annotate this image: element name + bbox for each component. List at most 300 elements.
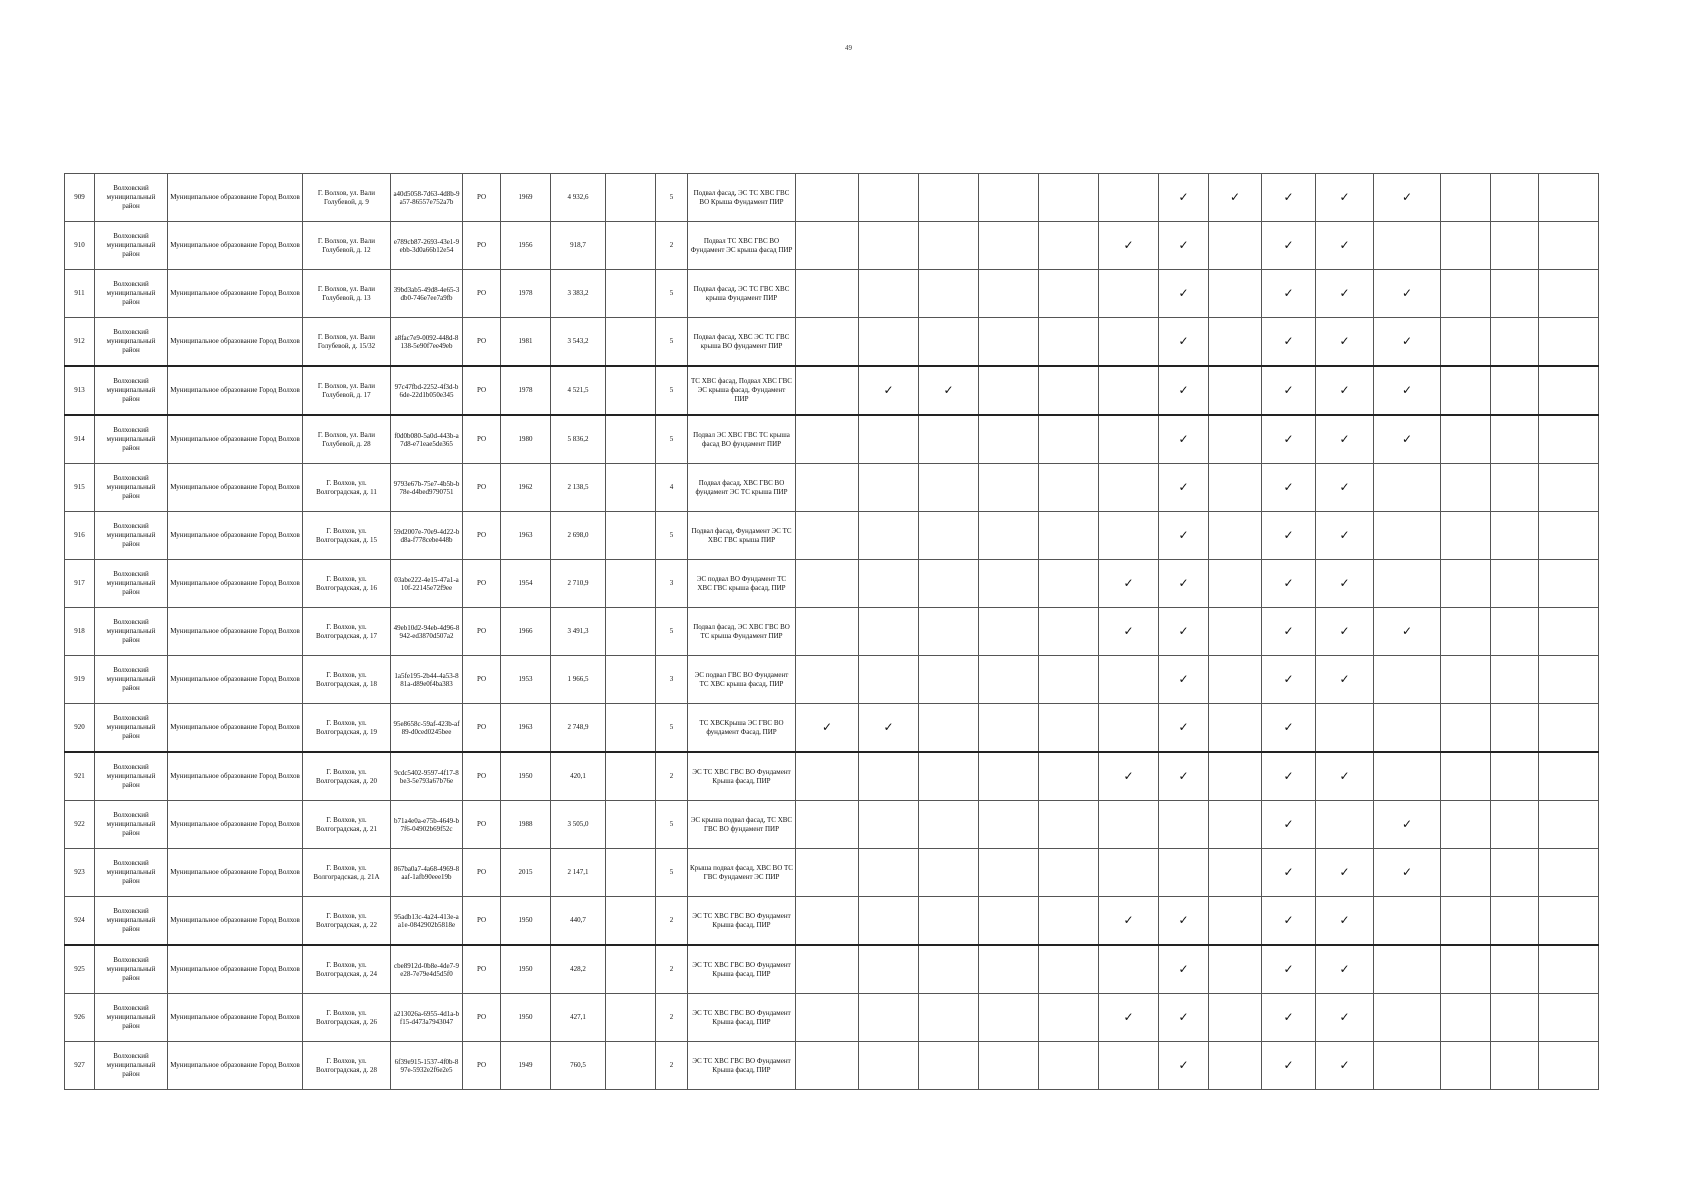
- work-mark-cell: [979, 897, 1039, 946]
- build-year-cell: 1954: [501, 560, 551, 608]
- work-mark-cell: [1491, 366, 1539, 415]
- work-mark-cell: [1491, 608, 1539, 656]
- work-mark-cell: ✓: [1374, 608, 1441, 656]
- work-mark-cell: ✓: [1262, 849, 1316, 897]
- work-mark-cell: [919, 994, 979, 1042]
- build-year-cell: 1966: [501, 608, 551, 656]
- work-mark-cell: [1039, 994, 1099, 1042]
- work-mark-cell: [1209, 945, 1262, 994]
- build-year-cell: 1950: [501, 752, 551, 801]
- empty-cell: [606, 994, 656, 1042]
- work-mark-cell: ✓: [1316, 1042, 1374, 1090]
- row-number-cell: 917: [65, 560, 95, 608]
- work-mark-cell: [796, 945, 859, 994]
- fund-type-cell: РО: [463, 1042, 501, 1090]
- work-mark-cell: [859, 222, 919, 270]
- work-mark-cell: [1374, 897, 1441, 946]
- work-mark-cell: [1441, 464, 1491, 512]
- work-mark-cell: [1491, 270, 1539, 318]
- work-mark-cell: ✓: [1159, 270, 1209, 318]
- work-mark-cell: [919, 222, 979, 270]
- work-mark-cell: ✓: [1316, 752, 1374, 801]
- work-mark-cell: [1441, 994, 1491, 1042]
- work-mark-cell: [1039, 415, 1099, 464]
- works-list-cell: Подвал ЭС ХВС ГВС ТС крыша фасад ВО фундамент ПИР: [688, 415, 796, 464]
- district-cell: Волховский муниципальный район: [95, 318, 168, 367]
- work-mark-cell: [1374, 994, 1441, 1042]
- empty-cell: [606, 222, 656, 270]
- work-mark-cell: [1441, 222, 1491, 270]
- work-mark-cell: ✓: [1159, 656, 1209, 704]
- table-row: [65, 174, 1599, 222]
- table-row: [65, 560, 1599, 608]
- work-mark-cell: [796, 656, 859, 704]
- work-mark-cell: [1539, 464, 1599, 512]
- work-mark-cell: ✓: [1262, 1042, 1316, 1090]
- work-mark-cell: ✓: [1316, 560, 1374, 608]
- area-cell: 2 748,9: [551, 704, 606, 753]
- building-id-cell: 6f39e915-1537-4f0b-897e-5932e2f6e2e5: [391, 1042, 463, 1090]
- empty-cell: [606, 897, 656, 946]
- work-mark-cell: [919, 945, 979, 994]
- work-mark-cell: [919, 415, 979, 464]
- works-list-cell: ЭС ТС ХВС ГВС ВО Фундамент Крыша фасад, ПИР: [688, 945, 796, 994]
- works-list-cell: ЭС крыша подвал фасад, ТС ХВС ГВС ВО фундамент ПИР: [688, 801, 796, 849]
- municipality-cell: Муниципальное образование Город Волхов: [168, 897, 303, 946]
- work-mark-cell: [1374, 1042, 1441, 1090]
- work-mark-cell: [919, 512, 979, 560]
- work-mark-cell: [796, 512, 859, 560]
- area-cell: 5 836,2: [551, 415, 606, 464]
- work-mark-cell: [979, 415, 1039, 464]
- work-mark-cell: [1441, 318, 1491, 367]
- floors-cell: 5: [656, 608, 688, 656]
- address-cell: Г. Волхов, ул. Волгоградская, д. 20: [303, 752, 391, 801]
- fund-type-cell: РО: [463, 174, 501, 222]
- work-mark-cell: ✓: [1159, 704, 1209, 753]
- fund-type-cell: РО: [463, 366, 501, 415]
- work-mark-cell: [1039, 752, 1099, 801]
- table-row: [65, 849, 1599, 897]
- work-mark-cell: [796, 897, 859, 946]
- area-cell: 4 521,5: [551, 366, 606, 415]
- fund-type-cell: РО: [463, 897, 501, 946]
- district-cell: Волховский муниципальный район: [95, 512, 168, 560]
- work-mark-cell: [1099, 174, 1159, 222]
- floors-cell: 2: [656, 752, 688, 801]
- district-cell: Волховский муниципальный район: [95, 849, 168, 897]
- build-year-cell: 1978: [501, 270, 551, 318]
- area-cell: 760,5: [551, 1042, 606, 1090]
- building-id-cell: a40d5058-7d63-4d8b-9a57-86557e752a7b: [391, 174, 463, 222]
- address-cell: Г. Волхов, ул. Волгоградская, д. 21А: [303, 849, 391, 897]
- work-mark-cell: ✓: [1099, 560, 1159, 608]
- work-mark-cell: [859, 464, 919, 512]
- table-row: [65, 222, 1599, 270]
- work-mark-cell: [1209, 752, 1262, 801]
- work-mark-cell: [919, 464, 979, 512]
- floors-cell: 3: [656, 656, 688, 704]
- district-cell: Волховский муниципальный район: [95, 174, 168, 222]
- table-row: [65, 752, 1599, 801]
- work-mark-cell: [1491, 945, 1539, 994]
- work-mark-cell: ✓: [1316, 270, 1374, 318]
- build-year-cell: 1980: [501, 415, 551, 464]
- build-year-cell: 1949: [501, 1042, 551, 1090]
- district-cell: Волховский муниципальный район: [95, 464, 168, 512]
- work-mark-cell: ✓: [1262, 464, 1316, 512]
- work-mark-cell: [1374, 945, 1441, 994]
- work-mark-cell: [1209, 801, 1262, 849]
- empty-cell: [606, 945, 656, 994]
- work-mark-cell: [1099, 849, 1159, 897]
- address-cell: Г. Волхов, ул. Вали Голубевой, д. 9: [303, 174, 391, 222]
- fund-type-cell: РО: [463, 656, 501, 704]
- works-list-cell: ЭС ТС ХВС ГВС ВО Фундамент Крыша фасад, ПИР: [688, 897, 796, 946]
- work-mark-cell: [919, 656, 979, 704]
- fund-type-cell: РО: [463, 560, 501, 608]
- address-cell: Г. Волхов, ул. Вали Голубевой, д. 28: [303, 415, 391, 464]
- work-mark-cell: [1491, 897, 1539, 946]
- works-list-cell: Подвал фасад, ЭС ТС ГВС ХВС крыша Фундамент ПИР: [688, 270, 796, 318]
- fund-type-cell: РО: [463, 704, 501, 753]
- work-mark-cell: [1099, 366, 1159, 415]
- table-row: [65, 608, 1599, 656]
- empty-cell: [606, 608, 656, 656]
- floors-cell: 5: [656, 512, 688, 560]
- work-mark-cell: [1209, 270, 1262, 318]
- municipality-cell: Муниципальное образование Город Волхов: [168, 849, 303, 897]
- work-mark-cell: [1099, 1042, 1159, 1090]
- work-mark-cell: [859, 945, 919, 994]
- building-id-cell: 95adb13c-4a24-413e-aa1e-0842902b5818e: [391, 897, 463, 946]
- work-mark-cell: [1039, 560, 1099, 608]
- building-id-cell: 95e8658c-59af-423b-af89-d0ced0245bee: [391, 704, 463, 753]
- work-mark-cell: [1491, 415, 1539, 464]
- work-mark-cell: ✓: [1262, 560, 1316, 608]
- work-mark-cell: [1374, 512, 1441, 560]
- work-mark-cell: [1441, 656, 1491, 704]
- work-mark-cell: [1491, 801, 1539, 849]
- work-mark-cell: [979, 270, 1039, 318]
- work-mark-cell: ✓: [1099, 222, 1159, 270]
- work-mark-cell: ✓: [1262, 270, 1316, 318]
- municipality-cell: Муниципальное образование Город Волхов: [168, 366, 303, 415]
- municipality-cell: Муниципальное образование Город Волхов: [168, 222, 303, 270]
- work-mark-cell: [1491, 464, 1539, 512]
- build-year-cell: 1950: [501, 994, 551, 1042]
- work-mark-cell: [1539, 318, 1599, 367]
- table-row: [65, 897, 1599, 946]
- building-id-cell: cbe8912d-0b8e-4de7-9e28-7e79e4d5d5f0: [391, 945, 463, 994]
- building-id-cell: 1a5fe195-2b44-4a53-881a-d89e0f4ba383: [391, 656, 463, 704]
- work-mark-cell: [796, 560, 859, 608]
- municipality-cell: Муниципальное образование Город Волхов: [168, 512, 303, 560]
- work-mark-cell: [1441, 270, 1491, 318]
- floors-cell: 5: [656, 415, 688, 464]
- works-list-cell: Подвал фасад, ЭС ХВС ГВС ВО ТС крыша Фундамент ПИР: [688, 608, 796, 656]
- work-mark-cell: [1441, 897, 1491, 946]
- build-year-cell: 1988: [501, 801, 551, 849]
- work-mark-cell: [1039, 270, 1099, 318]
- work-mark-cell: [796, 270, 859, 318]
- work-mark-cell: ✓: [1159, 945, 1209, 994]
- address-cell: Г. Волхов, ул. Волгоградская, д. 22: [303, 897, 391, 946]
- building-id-cell: 867ba0a7-4a68-4969-8aaf-1afb90eee19b: [391, 849, 463, 897]
- district-cell: Волховский муниципальный район: [95, 704, 168, 753]
- work-mark-cell: [1539, 560, 1599, 608]
- work-mark-cell: [919, 849, 979, 897]
- row-number-cell: 916: [65, 512, 95, 560]
- work-mark-cell: [1039, 222, 1099, 270]
- work-mark-cell: [1159, 801, 1209, 849]
- area-cell: 428,2: [551, 945, 606, 994]
- page-number: 49: [845, 44, 852, 52]
- table-row: [65, 415, 1599, 464]
- row-number-cell: 926: [65, 994, 95, 1042]
- work-mark-cell: [979, 366, 1039, 415]
- work-mark-cell: ✓: [1316, 318, 1374, 367]
- district-cell: Волховский муниципальный район: [95, 560, 168, 608]
- address-cell: Г. Волхов, ул. Вали Голубевой, д. 12: [303, 222, 391, 270]
- work-mark-cell: ✓: [1262, 704, 1316, 753]
- work-mark-cell: ✓: [1374, 801, 1441, 849]
- area-cell: 2 147,1: [551, 849, 606, 897]
- work-mark-cell: [1491, 1042, 1539, 1090]
- work-mark-cell: [1316, 704, 1374, 753]
- work-mark-cell: ✓: [1159, 415, 1209, 464]
- build-year-cell: 1950: [501, 897, 551, 946]
- work-mark-cell: [1099, 656, 1159, 704]
- floors-cell: 5: [656, 174, 688, 222]
- area-cell: 3 505,0: [551, 801, 606, 849]
- table-row: [65, 704, 1599, 753]
- work-mark-cell: [796, 994, 859, 1042]
- work-mark-cell: [1491, 512, 1539, 560]
- work-mark-cell: [1374, 704, 1441, 753]
- table-row: [65, 270, 1599, 318]
- work-mark-cell: [1441, 560, 1491, 608]
- municipality-cell: Муниципальное образование Город Волхов: [168, 464, 303, 512]
- build-year-cell: 1969: [501, 174, 551, 222]
- municipality-cell: Муниципальное образование Город Волхов: [168, 415, 303, 464]
- work-mark-cell: [1441, 174, 1491, 222]
- work-mark-cell: ✓: [1316, 656, 1374, 704]
- work-mark-cell: [1099, 704, 1159, 753]
- work-mark-cell: [859, 174, 919, 222]
- work-mark-cell: ✓: [1316, 945, 1374, 994]
- work-mark-cell: ✓: [1099, 752, 1159, 801]
- works-list-cell: Крыша подвал фасад, ХВС ВО ТС ГВС Фундамент ЭС ПИР: [688, 849, 796, 897]
- row-number-cell: 915: [65, 464, 95, 512]
- work-mark-cell: [796, 366, 859, 415]
- district-cell: Волховский муниципальный район: [95, 897, 168, 946]
- floors-cell: 4: [656, 464, 688, 512]
- table-row: [65, 1042, 1599, 1090]
- work-mark-cell: [1539, 656, 1599, 704]
- table-row: [65, 656, 1599, 704]
- work-mark-cell: [1539, 512, 1599, 560]
- building-id-cell: 59d2007e-70e9-4d22-bd8a-f778cebe448b: [391, 512, 463, 560]
- build-year-cell: 1963: [501, 512, 551, 560]
- works-list-cell: Подвал ТС ХВС ГВС ВО Фундамент ЭС крыша фасад ПИР: [688, 222, 796, 270]
- works-list-cell: Подвал фасад, ХВС ЭС ТС ГВС крыша ВО фундамент ПИР: [688, 318, 796, 367]
- empty-cell: [606, 415, 656, 464]
- work-mark-cell: [1441, 608, 1491, 656]
- floors-cell: 5: [656, 366, 688, 415]
- district-cell: Волховский муниципальный район: [95, 752, 168, 801]
- fund-type-cell: РО: [463, 801, 501, 849]
- work-mark-cell: ✓: [1262, 801, 1316, 849]
- building-id-cell: e789cb87-2693-43e1-9ebb-3d0a66b12e54: [391, 222, 463, 270]
- work-mark-cell: [1539, 897, 1599, 946]
- address-cell: Г. Волхов, ул. Волгоградская, д. 21: [303, 801, 391, 849]
- building-id-cell: a8fac7e9-0092-448d-8138-5e90f7ee49eb: [391, 318, 463, 367]
- row-number-cell: 909: [65, 174, 95, 222]
- municipality-cell: Муниципальное образование Город Волхов: [168, 174, 303, 222]
- work-mark-cell: [1491, 752, 1539, 801]
- work-mark-cell: [859, 801, 919, 849]
- works-list-cell: ЭС ТС ХВС ГВС ВО Фундамент Крыша фасад, ПИР: [688, 994, 796, 1042]
- row-number-cell: 925: [65, 945, 95, 994]
- work-mark-cell: ✓: [1262, 222, 1316, 270]
- row-number-cell: 911: [65, 270, 95, 318]
- works-list-cell: ЭС ТС ХВС ГВС ВО Фундамент Крыша фасад, ПИР: [688, 752, 796, 801]
- work-mark-cell: [979, 318, 1039, 367]
- work-mark-cell: [796, 174, 859, 222]
- work-mark-cell: [1491, 849, 1539, 897]
- work-mark-cell: [1441, 849, 1491, 897]
- build-year-cell: 1962: [501, 464, 551, 512]
- work-mark-cell: [796, 801, 859, 849]
- area-cell: 2 710,9: [551, 560, 606, 608]
- table-row: [65, 318, 1599, 367]
- area-cell: 3 543,2: [551, 318, 606, 367]
- work-mark-cell: [796, 464, 859, 512]
- work-mark-cell: [979, 222, 1039, 270]
- district-cell: Волховский муниципальный район: [95, 222, 168, 270]
- works-list-cell: ЭС подвал ГВС ВО Фундамент ТС ХВС крыша фасад, ПИР: [688, 656, 796, 704]
- work-mark-cell: [979, 656, 1039, 704]
- work-mark-cell: [919, 174, 979, 222]
- build-year-cell: 1981: [501, 318, 551, 367]
- address-cell: Г. Волхов, ул. Волгоградская, д. 16: [303, 560, 391, 608]
- work-mark-cell: [1039, 512, 1099, 560]
- work-mark-cell: ✓: [1159, 174, 1209, 222]
- empty-cell: [606, 560, 656, 608]
- area-cell: 427,1: [551, 994, 606, 1042]
- work-mark-cell: [1039, 945, 1099, 994]
- district-cell: Волховский муниципальный район: [95, 366, 168, 415]
- work-mark-cell: ✓: [1159, 318, 1209, 367]
- work-mark-cell: ✓: [1262, 512, 1316, 560]
- address-cell: Г. Волхов, ул. Волгоградская, д. 19: [303, 704, 391, 753]
- work-mark-cell: ✓: [1316, 174, 1374, 222]
- work-mark-cell: [859, 270, 919, 318]
- work-mark-cell: [1209, 560, 1262, 608]
- work-mark-cell: [859, 994, 919, 1042]
- work-mark-cell: [1374, 656, 1441, 704]
- work-mark-cell: [1209, 366, 1262, 415]
- work-mark-cell: ✓: [1262, 415, 1316, 464]
- work-mark-cell: [919, 704, 979, 753]
- work-mark-cell: [979, 945, 1039, 994]
- district-cell: Волховский муниципальный район: [95, 801, 168, 849]
- work-mark-cell: [859, 849, 919, 897]
- work-mark-cell: ✓: [1159, 366, 1209, 415]
- work-mark-cell: [979, 704, 1039, 753]
- empty-cell: [606, 366, 656, 415]
- row-number-cell: 912: [65, 318, 95, 367]
- work-mark-cell: [919, 752, 979, 801]
- work-mark-cell: [979, 994, 1039, 1042]
- area-cell: 4 932,6: [551, 174, 606, 222]
- work-mark-cell: [1539, 608, 1599, 656]
- work-mark-cell: [1209, 464, 1262, 512]
- row-number-cell: 922: [65, 801, 95, 849]
- work-mark-cell: ✓: [1159, 752, 1209, 801]
- municipality-cell: Муниципальное образование Город Волхов: [168, 801, 303, 849]
- work-mark-cell: [859, 415, 919, 464]
- work-mark-cell: ✓: [1262, 994, 1316, 1042]
- row-number-cell: 918: [65, 608, 95, 656]
- work-mark-cell: ✓: [1316, 222, 1374, 270]
- work-mark-cell: ✓: [1159, 994, 1209, 1042]
- build-year-cell: 1953: [501, 656, 551, 704]
- work-mark-cell: [1039, 318, 1099, 367]
- work-mark-cell: [1539, 270, 1599, 318]
- row-number-cell: 923: [65, 849, 95, 897]
- work-mark-cell: ✓: [859, 366, 919, 415]
- work-mark-cell: [1039, 1042, 1099, 1090]
- work-mark-cell: [859, 512, 919, 560]
- work-mark-cell: ✓: [1374, 270, 1441, 318]
- table-row: [65, 512, 1599, 560]
- row-number-cell: 919: [65, 656, 95, 704]
- work-mark-cell: [1039, 849, 1099, 897]
- fund-type-cell: РО: [463, 318, 501, 367]
- work-mark-cell: [1209, 704, 1262, 753]
- work-mark-cell: [1099, 945, 1159, 994]
- work-mark-cell: [979, 801, 1039, 849]
- work-mark-cell: [1209, 512, 1262, 560]
- district-cell: Волховский муниципальный район: [95, 608, 168, 656]
- build-year-cell: 1978: [501, 366, 551, 415]
- work-mark-cell: [1539, 1042, 1599, 1090]
- address-cell: Г. Волхов, ул. Волгоградская, д. 17: [303, 608, 391, 656]
- work-mark-cell: [859, 318, 919, 367]
- work-mark-cell: [979, 512, 1039, 560]
- area-cell: 420,1: [551, 752, 606, 801]
- work-mark-cell: [859, 560, 919, 608]
- work-mark-cell: [1491, 704, 1539, 753]
- build-year-cell: 1963: [501, 704, 551, 753]
- work-mark-cell: [796, 608, 859, 656]
- address-cell: Г. Волхов, ул. Вали Голубевой, д. 13: [303, 270, 391, 318]
- fund-type-cell: РО: [463, 608, 501, 656]
- work-mark-cell: [796, 752, 859, 801]
- work-mark-cell: [1441, 704, 1491, 753]
- work-mark-cell: [979, 849, 1039, 897]
- municipality-cell: Муниципальное образование Город Волхов: [168, 656, 303, 704]
- address-cell: Г. Волхов, ул. Вали Голубевой, д. 17: [303, 366, 391, 415]
- work-mark-cell: ✓: [1159, 512, 1209, 560]
- work-mark-cell: [1374, 752, 1441, 801]
- work-mark-cell: [1209, 1042, 1262, 1090]
- work-mark-cell: [919, 897, 979, 946]
- work-mark-cell: [859, 752, 919, 801]
- work-mark-cell: ✓: [1262, 174, 1316, 222]
